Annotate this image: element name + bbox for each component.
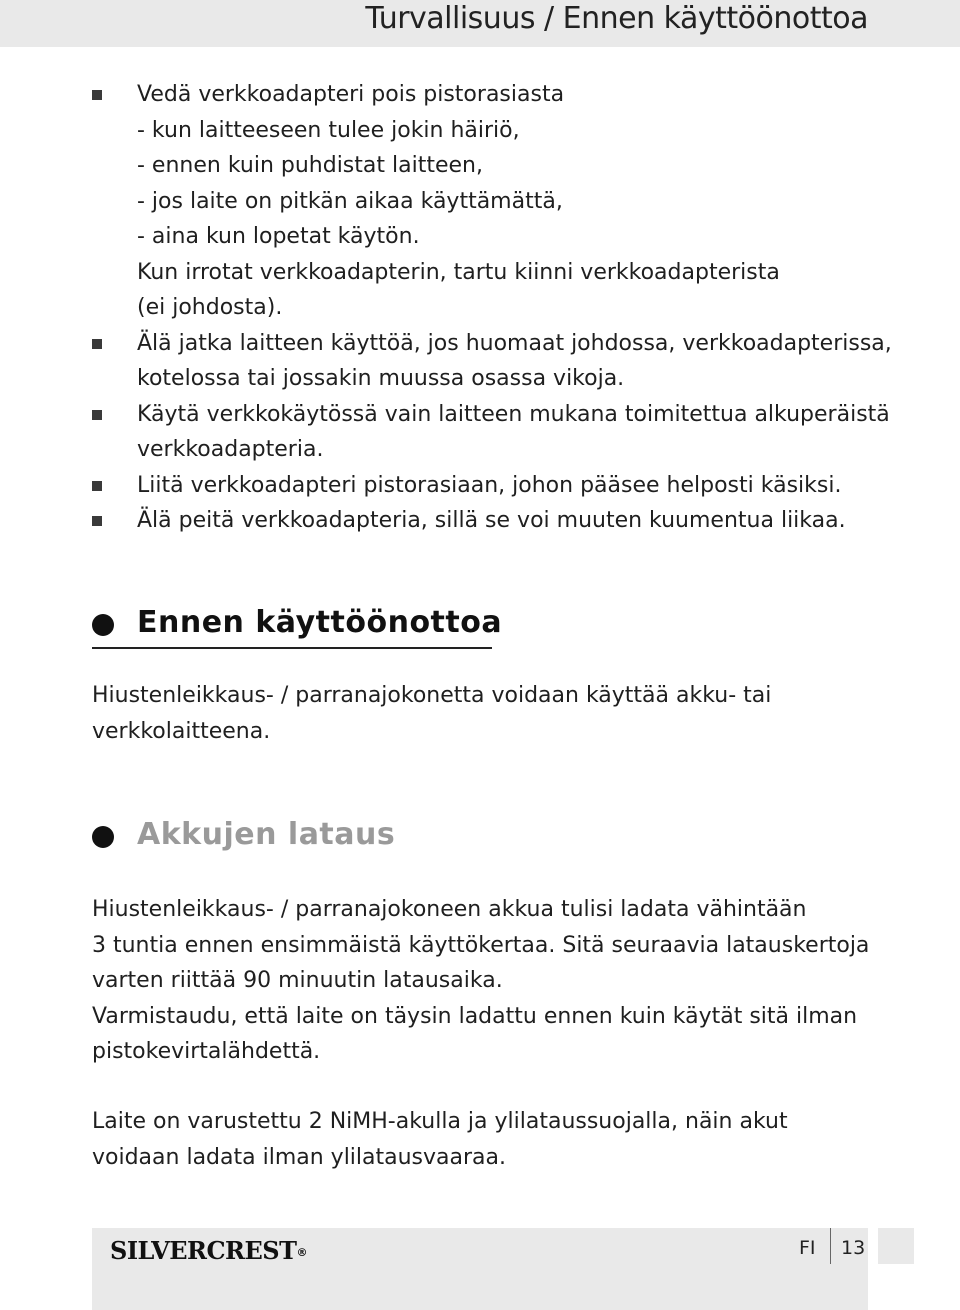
brand-logo: [110, 1236, 307, 1266]
footer-corner-block: [878, 1228, 914, 1264]
section-heading-text: Akkujen lataus: [137, 817, 396, 852]
page-title: Turvallisuus / Ennen käyttöönottoa: [365, 1, 868, 36]
square-bullet-icon: [92, 410, 102, 420]
square-bullet-icon: [92, 339, 102, 349]
text-line: Kun irrotat verkkoadapterin, tartu kiinni verkkoadapterista: [137, 259, 780, 285]
list-item: [92, 503, 892, 539]
text-line: - aina kun lopetat käytön.: [137, 224, 420, 249]
registered-mark: ®: [296, 1246, 307, 1259]
text-line: voidaan ladata ilman ylilatausvaaraa.: [92, 1144, 507, 1170]
text-line: - kun laitteeseen tulee jokin häiriö,: [137, 117, 520, 143]
language-code: FI: [799, 1237, 816, 1259]
list-item: [92, 77, 892, 326]
section2-paragraph: [92, 892, 892, 1070]
text-line: Vedä verkkoadapteri pois pistorasiasta: [137, 82, 565, 107]
square-bullet-icon: [92, 90, 102, 100]
text-line: 3 tuntia ennen ensimmäistä käyttökertaa. Sitä seuraavia latauskertoja: [92, 932, 870, 958]
section-heading-before-use: [92, 603, 503, 649]
text-line: - jos laite on pitkän aikaa käyttämättä,: [137, 188, 563, 214]
text-line: (ei johdosta).: [137, 295, 283, 320]
text-line: Varmistaudu, että laite on täysin ladattu ennen kuin käytät sitä ilman: [92, 1003, 858, 1029]
round-bullet-icon: [92, 826, 114, 848]
square-bullet-icon: [92, 516, 102, 526]
text-line: Älä jatka laitteen käyttöä, jos huomaat johdossa, verkkoadapterissa,: [137, 330, 892, 356]
header-band: [0, 0, 960, 47]
page-number: 13: [841, 1237, 866, 1259]
square-bullet-icon: [92, 481, 102, 491]
list-item: [92, 397, 892, 468]
brand-logo-text: SILVERCREST: [110, 1236, 297, 1265]
text-line: kotelossa tai jossakin muussa osassa vikoja.: [137, 366, 625, 391]
list-item: [92, 326, 892, 397]
text-line: Hiustenleikkaus- / parranajokoneen akkua tulisi ladata vähintään: [92, 897, 807, 922]
section2-paragraph: [92, 1104, 892, 1175]
divider: [830, 1228, 831, 1264]
text-line: verkkolaitteena.: [92, 718, 271, 744]
text-line: varten riittää 90 minuutin latausaika.: [92, 968, 503, 993]
section-heading-charging: [92, 815, 492, 859]
text-line: verkkoadapteria.: [137, 437, 324, 462]
round-bullet-icon: [92, 614, 114, 636]
text-line: Älä peitä verkkoadapteria, sillä se voi muuten kuumentua liikaa.: [137, 508, 846, 533]
section-heading-text: Ennen käyttöönottoa: [137, 605, 503, 640]
text-line: Hiustenleikkaus- / parranajokonetta voidaan käyttää akku- tai: [92, 683, 772, 708]
section1-paragraph: [92, 678, 892, 749]
text-line: - ennen kuin puhdistat laitteen,: [137, 153, 483, 178]
safety-bullet-list: [92, 77, 892, 539]
text-line: Liitä verkkoadapteri pistorasiaan, johon pääsee helposti käsiksi.: [137, 472, 842, 498]
text-line: Laite on varustettu 2 NiMH-akulla ja ylilataussuojalla, näin akut: [92, 1109, 788, 1134]
text-line: Käytä verkkokäytössä vain laitteen mukana toimitettua alkuperäistä: [137, 401, 890, 427]
text-line: pistokevirtalähdettä.: [92, 1039, 321, 1064]
list-item: [92, 468, 892, 504]
